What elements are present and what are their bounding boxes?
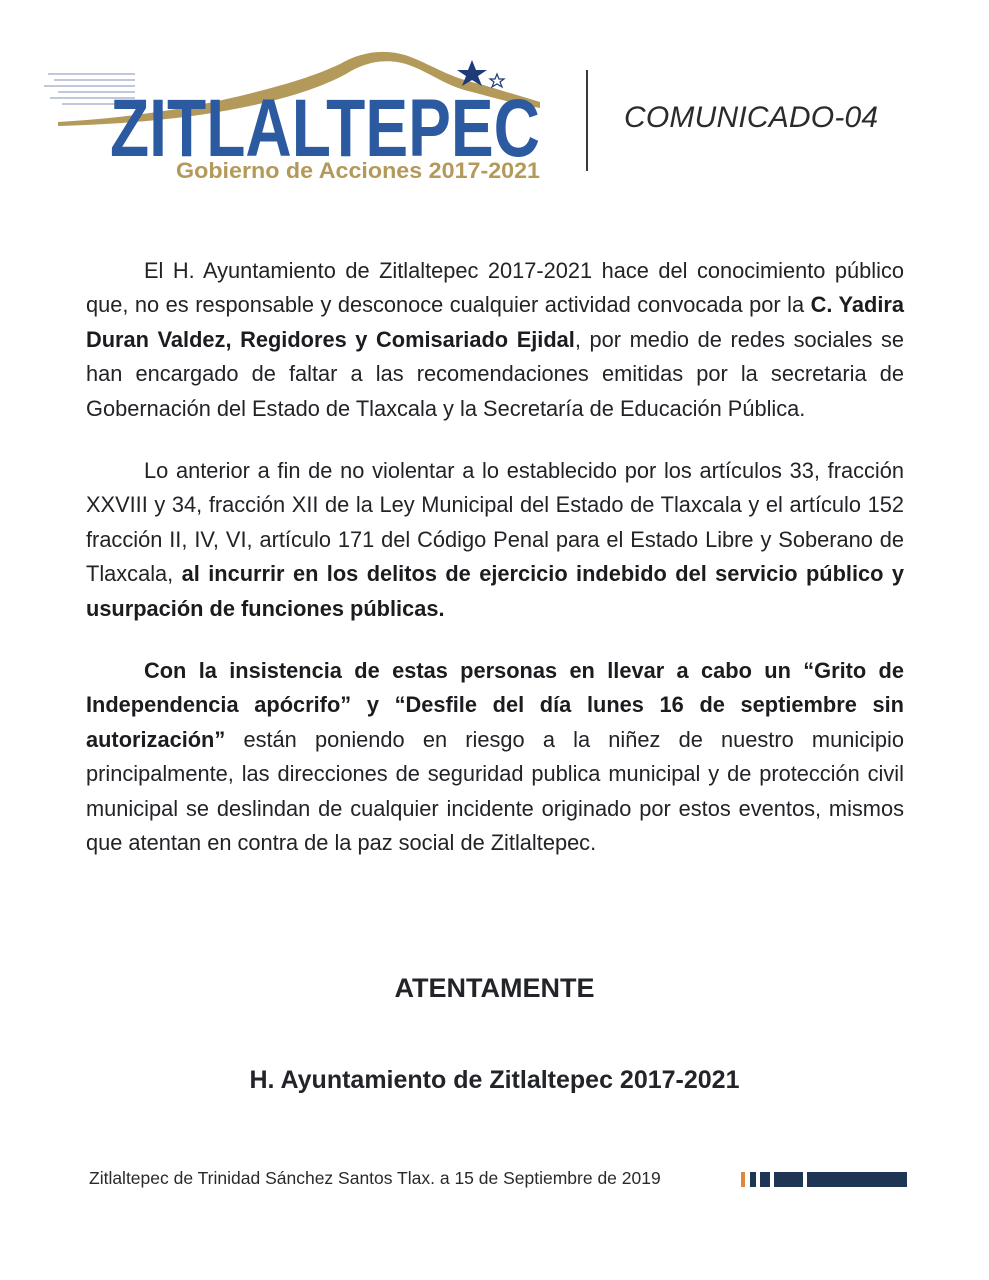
- footer-bar-4: [807, 1172, 907, 1187]
- footer-bar-1: [750, 1172, 756, 1187]
- paragraph-3: [86, 654, 904, 860]
- paragraph-1-bold: C. Yadira Duran Valdez, Regidores y Comisariado Ejidal: [86, 292, 904, 352]
- footer-bar-orange: [741, 1172, 745, 1187]
- header-divider: [586, 70, 588, 171]
- paragraph-3-bold: Con la insistencia de estas personas en llevar a cabo un “Grito de Independencia apócrifo” y “Desfile del día lunes 16 de septiembre sin autorización”: [86, 658, 904, 752]
- logo-title: ZITLALTEPEC: [110, 83, 540, 174]
- paragraph-1-text-a: El H. Ayuntamiento de Zitlaltepec 2017-2021 hace del conocimiento público que, no es responsable y desconoce cualquier actividad convocada por la: [86, 258, 904, 318]
- paragraph-2-bold: al incurrir en los delitos de ejercicio indebido del servicio público y usurpación de funciones públicas.: [86, 561, 905, 621]
- closing-salutation: ATENTAMENTE: [394, 973, 595, 1003]
- paragraph-2-text: Lo anterior a fin de no violentar a lo establecido por los artículos 33, fracción XXVIII y 34, fracción XII de la Ley Municipal del Estado de Tlaxcala y el artículo 152 fracción II, IV, VI, artículo 171 del Código Penal para el Estado Libre y Soberano de Tlaxcala,: [86, 458, 904, 587]
- footer-place-date: Zitlaltepec de Trinidad Sánchez Santos Tlax. a 15 de Septiembre de 2019: [89, 1168, 661, 1188]
- footer-decorative-bars: [741, 1172, 907, 1187]
- paragraph-2: [86, 454, 904, 626]
- signature-line: H. Ayuntamiento de Zitlaltepec 2017-2021: [249, 1066, 740, 1094]
- paragraph-1-text-b: , por medio de redes sociales se han encargado de faltar a las recomendaciones emitidas por la secretaria de Gobernación del Estado de Tlaxcala y la Secretaría de Educación Pública.: [86, 326, 904, 421]
- footer-bar-2: [760, 1172, 770, 1187]
- document-code: COMUNICADO-04: [624, 101, 879, 134]
- logo-slogan: Gobierno de Acciones 2017-2021: [176, 158, 540, 183]
- zitlaltepec-logo: [40, 38, 560, 188]
- paragraph-1: [86, 254, 904, 426]
- footer-bar-3: [774, 1172, 803, 1187]
- document-body: [86, 254, 904, 889]
- paragraph-3-text: están poniendo en riesgo a la niñez de nuestro municipio principalmente, las direcciones de seguridad publica municipal y de protección civil municipal se deslindan de cualquier incidente originado por estos eventos, mismos que atentan en contra de la paz social de Zitlaltepec.: [86, 726, 904, 856]
